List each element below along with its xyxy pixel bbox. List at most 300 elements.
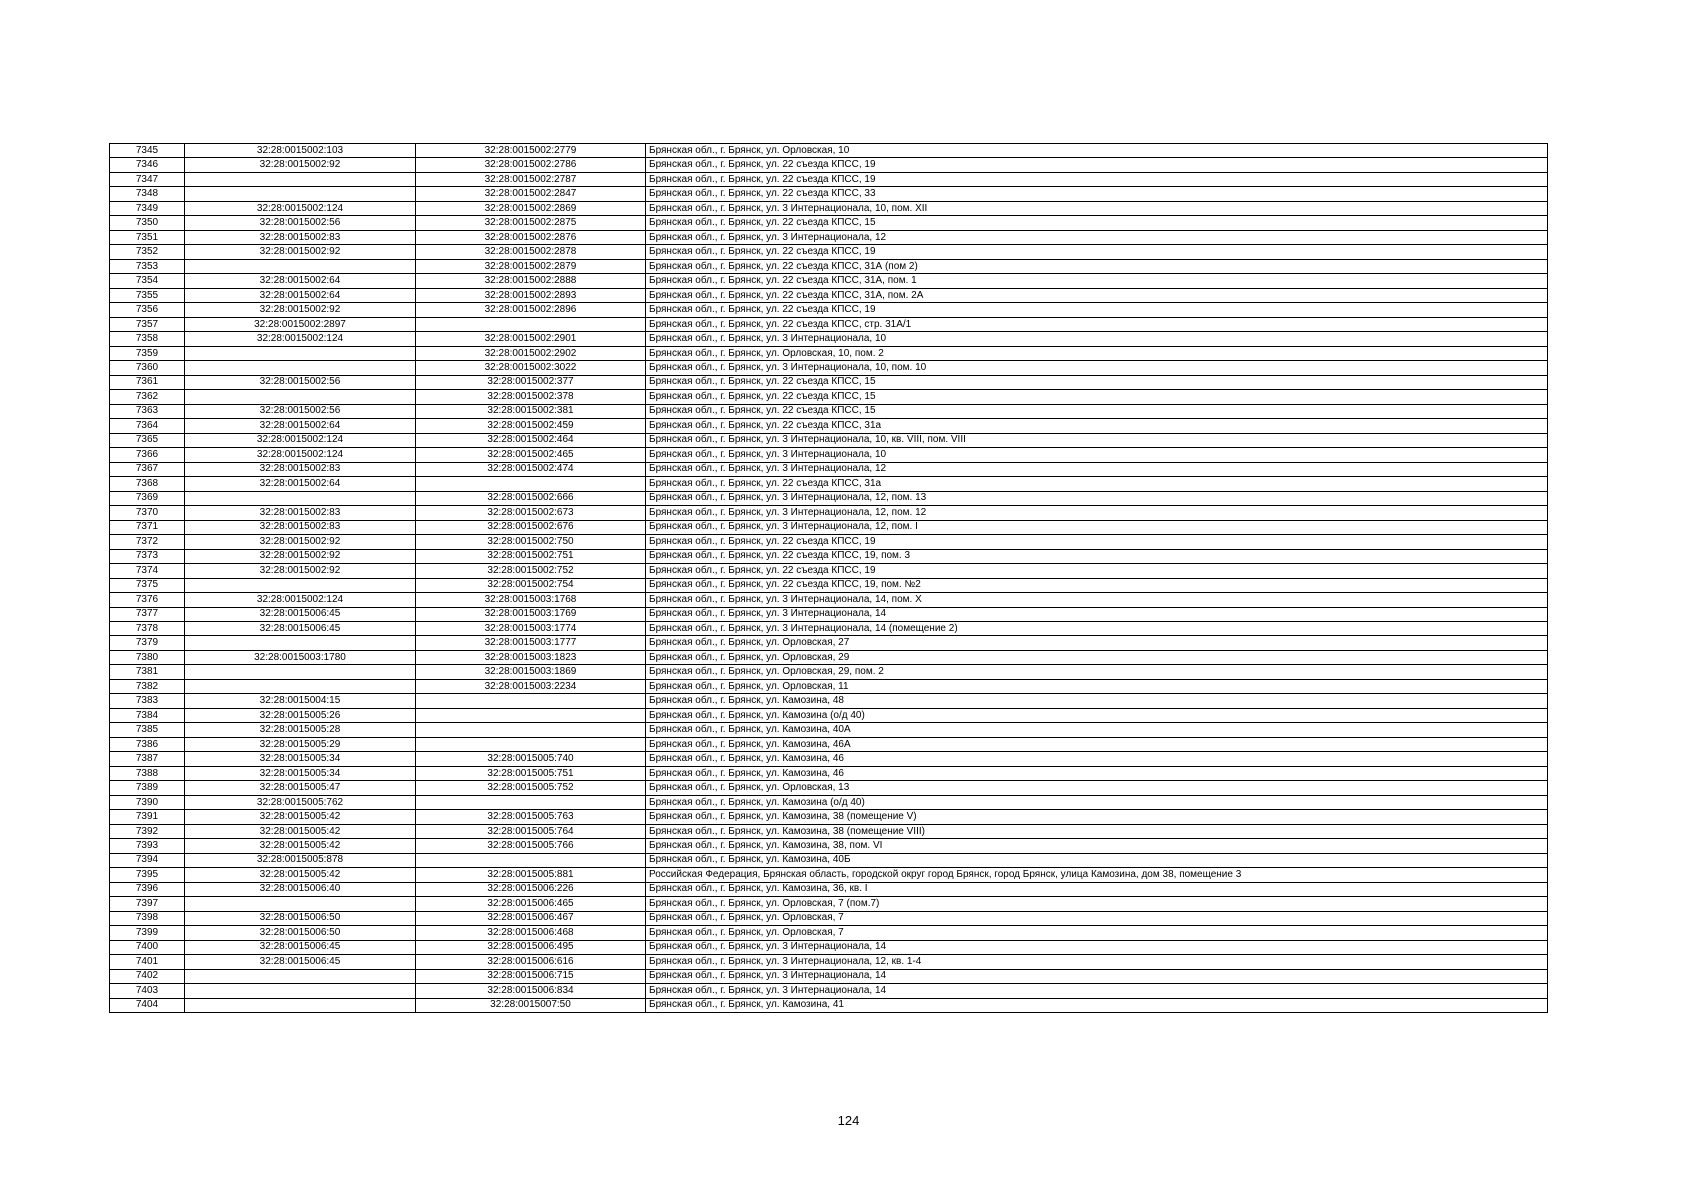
parent-cadastral-cell: 32:28:0015006:45	[185, 940, 416, 954]
table-row	[110, 984, 1548, 998]
parent-cadastral-cell	[185, 665, 416, 679]
table-row	[110, 955, 1548, 969]
row-number-cell: 7358	[110, 332, 185, 346]
object-cadastral-cell: 32:28:0015002:2879	[416, 259, 646, 273]
table-row	[110, 636, 1548, 650]
table-row	[110, 650, 1548, 664]
row-number-cell: 7391	[110, 810, 185, 824]
object-cadastral-cell: 32:28:0015002:465	[416, 448, 646, 462]
parent-cadastral-cell: 32:28:0015002:124	[185, 433, 416, 447]
row-number-cell: 7385	[110, 723, 185, 737]
object-cadastral-cell: 32:28:0015006:226	[416, 882, 646, 896]
address-cell: Брянская обл., г. Брянск, ул. Орловская, 29	[646, 650, 1548, 664]
object-cadastral-cell: 32:28:0015002:381	[416, 404, 646, 418]
table-row	[110, 404, 1548, 418]
address-cell: Брянская обл., г. Брянск, ул. 22 съезда КПСС, 19	[646, 158, 1548, 172]
address-cell: Брянская обл., г. Брянск, ул. 22 съезда КПСС, 31А, пом. 2А	[646, 288, 1548, 302]
table-row	[110, 462, 1548, 476]
parent-cadastral-cell: 32:28:0015002:92	[185, 564, 416, 578]
row-number-cell: 7375	[110, 578, 185, 592]
table-row	[110, 940, 1548, 954]
address-cell: Брянская обл., г. Брянск, ул. Камозина, 38, пом. VI	[646, 839, 1548, 853]
table-row	[110, 245, 1548, 259]
address-cell: Брянская обл., г. Брянск, ул. 3 Интернационала, 14	[646, 984, 1548, 998]
parent-cadastral-cell: 32:28:0015002:64	[185, 419, 416, 433]
address-cell: Брянская обл., г. Брянск, ул. 22 съезда КПСС, 31А, пом. 1	[646, 274, 1548, 288]
address-cell: Брянская обл., г. Брянск, ул. 22 съезда КПСС, 15	[646, 216, 1548, 230]
object-cadastral-cell: 32:28:0015006:467	[416, 911, 646, 925]
table-row	[110, 274, 1548, 288]
row-number-cell: 7392	[110, 824, 185, 838]
object-cadastral-cell: 32:28:0015002:2787	[416, 172, 646, 186]
row-number-cell: 7379	[110, 636, 185, 650]
object-cadastral-cell	[416, 737, 646, 751]
address-cell: Брянская обл., г. Брянск, ул. 3 Интернационала, 14	[646, 969, 1548, 983]
address-cell: Брянская обл., г. Брянск, ул. 22 съезда КПСС, 15	[646, 404, 1548, 418]
object-cadastral-cell: 32:28:0015002:751	[416, 549, 646, 563]
parent-cadastral-cell: 32:28:0015005:47	[185, 781, 416, 795]
table-row	[110, 737, 1548, 751]
address-cell: Брянская обл., г. Брянск, ул. Камозина, 40Б	[646, 853, 1548, 867]
address-cell: Брянская обл., г. Брянск, ул. Камозина, 46А	[646, 737, 1548, 751]
address-cell: Брянская обл., г. Брянск, ул. Орловская, 29, пом. 2	[646, 665, 1548, 679]
object-cadastral-cell: 32:28:0015005:740	[416, 752, 646, 766]
row-number-cell: 7395	[110, 868, 185, 882]
object-cadastral-cell	[416, 477, 646, 491]
parent-cadastral-cell	[185, 984, 416, 998]
table-row	[110, 882, 1548, 896]
table-row	[110, 390, 1548, 404]
row-number-cell: 7360	[110, 361, 185, 375]
table-row	[110, 998, 1548, 1012]
parent-cadastral-cell: 32:28:0015002:124	[185, 593, 416, 607]
parent-cadastral-cell: 32:28:0015004:15	[185, 694, 416, 708]
table-row	[110, 375, 1548, 389]
parent-cadastral-cell	[185, 679, 416, 693]
row-number-cell: 7353	[110, 259, 185, 273]
parent-cadastral-cell	[185, 636, 416, 650]
object-cadastral-cell: 32:28:0015002:378	[416, 390, 646, 404]
object-cadastral-cell: 32:28:0015002:752	[416, 564, 646, 578]
table-row	[110, 824, 1548, 838]
table-row	[110, 810, 1548, 824]
table-row	[110, 564, 1548, 578]
table-row	[110, 361, 1548, 375]
row-number-cell: 7373	[110, 549, 185, 563]
parent-cadastral-cell	[185, 998, 416, 1012]
parent-cadastral-cell: 32:28:0015002:64	[185, 288, 416, 302]
address-cell: Брянская обл., г. Брянск, ул. Камозина, 40А	[646, 723, 1548, 737]
table-row	[110, 607, 1548, 621]
object-cadastral-cell: 32:28:0015005:763	[416, 810, 646, 824]
parent-cadastral-cell	[185, 491, 416, 505]
parent-cadastral-cell: 32:28:0015002:92	[185, 549, 416, 563]
parent-cadastral-cell: 32:28:0015002:83	[185, 506, 416, 520]
row-number-cell: 7351	[110, 230, 185, 244]
row-number-cell: 7381	[110, 665, 185, 679]
row-number-cell: 7399	[110, 926, 185, 940]
table-row	[110, 317, 1548, 331]
object-cadastral-cell: 32:28:0015002:377	[416, 375, 646, 389]
parent-cadastral-cell: 32:28:0015002:124	[185, 332, 416, 346]
object-cadastral-cell: 32:28:0015002:2878	[416, 245, 646, 259]
object-cadastral-cell	[416, 317, 646, 331]
row-number-cell: 7370	[110, 506, 185, 520]
row-number-cell: 7398	[110, 911, 185, 925]
object-cadastral-cell: 32:28:0015005:881	[416, 868, 646, 882]
address-cell: Брянская обл., г. Брянск, ул. 22 съезда КПСС, 19	[646, 303, 1548, 317]
address-cell: Брянская обл., г. Брянск, ул. 22 съезда КПСС, 31А (пом 2)	[646, 259, 1548, 273]
address-cell: Брянская обл., г. Брянск, ул. Орловская, 11	[646, 679, 1548, 693]
table-row	[110, 520, 1548, 534]
row-number-cell: 7377	[110, 607, 185, 621]
parent-cadastral-cell: 32:28:0015002:103	[185, 144, 416, 158]
object-cadastral-cell	[416, 853, 646, 867]
address-cell: Брянская обл., г. Брянск, ул. 3 Интернационала, 12, пом. 12	[646, 506, 1548, 520]
address-cell: Брянская обл., г. Брянск, ул. 3 Интернационала, 10	[646, 332, 1548, 346]
parent-cadastral-cell: 32:28:0015002:92	[185, 245, 416, 259]
object-cadastral-cell: 32:28:0015003:1823	[416, 650, 646, 664]
address-cell: Брянская обл., г. Брянск, ул. Камозина, 38 (помещение VIII)	[646, 824, 1548, 838]
parent-cadastral-cell: 32:28:0015005:34	[185, 752, 416, 766]
parent-cadastral-cell: 32:28:0015003:1780	[185, 650, 416, 664]
address-cell: Брянская обл., г. Брянск, ул. 3 Интернационала, 10, пом. 10	[646, 361, 1548, 375]
address-cell: Брянская обл., г. Брянск, ул. 22 съезда КПСС, 31а	[646, 419, 1548, 433]
address-cell: Брянская обл., г. Брянск, ул. Орловская, 7	[646, 926, 1548, 940]
table-row	[110, 665, 1548, 679]
table-row	[110, 506, 1548, 520]
table-row	[110, 723, 1548, 737]
address-cell: Брянская обл., г. Брянск, ул. Камозина (о/д 40)	[646, 708, 1548, 722]
parent-cadastral-cell: 32:28:0015002:83	[185, 230, 416, 244]
parent-cadastral-cell: 32:28:0015006:40	[185, 882, 416, 896]
row-number-cell: 7359	[110, 346, 185, 360]
table-row	[110, 839, 1548, 853]
address-cell: Брянская обл., г. Брянск, ул. 22 съезда КПСС, 19	[646, 535, 1548, 549]
object-cadastral-cell: 32:28:0015002:673	[416, 506, 646, 520]
parent-cadastral-cell	[185, 897, 416, 911]
parent-cadastral-cell	[185, 578, 416, 592]
row-number-cell: 7363	[110, 404, 185, 418]
row-number-cell: 7369	[110, 491, 185, 505]
row-number-cell: 7397	[110, 897, 185, 911]
parent-cadastral-cell	[185, 969, 416, 983]
object-cadastral-cell: 32:28:0015002:2779	[416, 144, 646, 158]
table-row	[110, 477, 1548, 491]
address-cell: Брянская обл., г. Брянск, ул. 22 съезда КПСС, 33	[646, 187, 1548, 201]
parent-cadastral-cell	[185, 172, 416, 186]
table-row	[110, 332, 1548, 346]
row-number-cell: 7347	[110, 172, 185, 186]
parent-cadastral-cell: 32:28:0015002:92	[185, 158, 416, 172]
parent-cadastral-cell: 32:28:0015005:26	[185, 708, 416, 722]
table-row	[110, 853, 1548, 867]
table-row	[110, 578, 1548, 592]
object-cadastral-cell: 32:28:0015006:715	[416, 969, 646, 983]
parent-cadastral-cell: 32:28:0015005:34	[185, 766, 416, 780]
address-cell: Брянская обл., г. Брянск, ул. 3 Интернационала, 14 (помещение 2)	[646, 621, 1548, 635]
table-row	[110, 259, 1548, 273]
object-cadastral-cell: 32:28:0015005:751	[416, 766, 646, 780]
table-row	[110, 158, 1548, 172]
parent-cadastral-cell	[185, 259, 416, 273]
table-row	[110, 172, 1548, 186]
address-cell: Брянская обл., г. Брянск, ул. Орловская, 13	[646, 781, 1548, 795]
table-row	[110, 911, 1548, 925]
parent-cadastral-cell	[185, 187, 416, 201]
parent-cadastral-cell: 32:28:0015005:42	[185, 868, 416, 882]
parent-cadastral-cell: 32:28:0015002:56	[185, 216, 416, 230]
row-number-cell: 7389	[110, 781, 185, 795]
object-cadastral-cell: 32:28:0015006:468	[416, 926, 646, 940]
row-number-cell: 7354	[110, 274, 185, 288]
object-cadastral-cell	[416, 694, 646, 708]
object-cadastral-cell: 32:28:0015005:766	[416, 839, 646, 853]
address-cell: Брянская обл., г. Брянск, ул. 22 съезда КПСС, 31а	[646, 477, 1548, 491]
object-cadastral-cell: 32:28:0015002:459	[416, 419, 646, 433]
parent-cadastral-cell: 32:28:0015002:64	[185, 477, 416, 491]
address-cell: Брянская обл., г. Брянск, ул. Камозина, 41	[646, 998, 1548, 1012]
table-row	[110, 621, 1548, 635]
table-row	[110, 288, 1548, 302]
object-cadastral-cell: 32:28:0015002:754	[416, 578, 646, 592]
row-number-cell: 7401	[110, 955, 185, 969]
address-cell: Брянская обл., г. Брянск, ул. Камозина, 46	[646, 766, 1548, 780]
object-cadastral-cell: 32:28:0015002:2876	[416, 230, 646, 244]
address-cell: Брянская обл., г. Брянск, ул. 22 съезда КПСС, 19	[646, 564, 1548, 578]
table-row	[110, 694, 1548, 708]
address-cell: Российская Федерация, Брянская область, городской округ город Брянск, город Брянск, улица Камозина, дом 38, помещение 3	[646, 868, 1548, 882]
table-row	[110, 201, 1548, 215]
parent-cadastral-cell: 32:28:0015006:50	[185, 926, 416, 940]
object-cadastral-cell	[416, 708, 646, 722]
address-cell: Брянская обл., г. Брянск, ул. Камозина, 48	[646, 694, 1548, 708]
table-row	[110, 593, 1548, 607]
object-cadastral-cell: 32:28:0015002:2888	[416, 274, 646, 288]
address-cell: Брянская обл., г. Брянск, ул. 3 Интернационала, 14	[646, 940, 1548, 954]
object-cadastral-cell: 32:28:0015006:834	[416, 984, 646, 998]
address-cell: Брянская обл., г. Брянск, ул. 22 съезда КПСС, 19, пом. №2	[646, 578, 1548, 592]
row-number-cell: 7394	[110, 853, 185, 867]
parent-cadastral-cell: 32:28:0015002:92	[185, 303, 416, 317]
object-cadastral-cell: 32:28:0015002:3022	[416, 361, 646, 375]
object-cadastral-cell: 32:28:0015003:2234	[416, 679, 646, 693]
object-cadastral-cell: 32:28:0015002:464	[416, 433, 646, 447]
row-number-cell: 7378	[110, 621, 185, 635]
row-number-cell: 7380	[110, 650, 185, 664]
object-cadastral-cell: 32:28:0015005:752	[416, 781, 646, 795]
address-cell: Брянская обл., г. Брянск, ул. Камозина, 38 (помещение V)	[646, 810, 1548, 824]
row-number-cell: 7364	[110, 419, 185, 433]
object-cadastral-cell: 32:28:0015003:1777	[416, 636, 646, 650]
object-cadastral-cell: 32:28:0015002:676	[416, 520, 646, 534]
row-number-cell: 7345	[110, 144, 185, 158]
parent-cadastral-cell: 32:28:0015002:2897	[185, 317, 416, 331]
address-cell: Брянская обл., г. Брянск, ул. Орловская, 7	[646, 911, 1548, 925]
table-row	[110, 969, 1548, 983]
table-row	[110, 419, 1548, 433]
row-number-cell: 7393	[110, 839, 185, 853]
row-number-cell: 7355	[110, 288, 185, 302]
parent-cadastral-cell: 32:28:0015006:50	[185, 911, 416, 925]
address-cell: Брянская обл., г. Брянск, ул. 3 Интернационала, 12	[646, 462, 1548, 476]
table-row	[110, 303, 1548, 317]
address-cell: Брянская обл., г. Брянск, ул. 22 съезда КПСС, 19	[646, 172, 1548, 186]
address-cell: Брянская обл., г. Брянск, ул. 3 Интернационала, 14	[646, 607, 1548, 621]
row-number-cell: 7386	[110, 737, 185, 751]
object-cadastral-cell: 32:28:0015002:2875	[416, 216, 646, 230]
parent-cadastral-cell: 32:28:0015006:45	[185, 955, 416, 969]
address-cell: Брянская обл., г. Брянск, ул. Орловская, 10, пом. 2	[646, 346, 1548, 360]
table-row	[110, 535, 1548, 549]
object-cadastral-cell: 32:28:0015002:2902	[416, 346, 646, 360]
parent-cadastral-cell: 32:28:0015005:42	[185, 824, 416, 838]
row-number-cell: 7372	[110, 535, 185, 549]
object-cadastral-cell: 32:28:0015002:666	[416, 491, 646, 505]
table-row	[110, 230, 1548, 244]
row-number-cell: 7402	[110, 969, 185, 983]
row-number-cell: 7400	[110, 940, 185, 954]
table-row	[110, 708, 1548, 722]
table-row	[110, 679, 1548, 693]
row-number-cell: 7376	[110, 593, 185, 607]
row-number-cell: 7371	[110, 520, 185, 534]
table-row	[110, 549, 1548, 563]
row-number-cell: 7348	[110, 187, 185, 201]
object-cadastral-cell: 32:28:0015002:2901	[416, 332, 646, 346]
row-number-cell: 7388	[110, 766, 185, 780]
object-cadastral-cell: 32:28:0015006:495	[416, 940, 646, 954]
row-number-cell: 7362	[110, 390, 185, 404]
parent-cadastral-cell: 32:28:0015005:28	[185, 723, 416, 737]
row-number-cell: 7374	[110, 564, 185, 578]
table-row	[110, 346, 1548, 360]
parent-cadastral-cell: 32:28:0015005:29	[185, 737, 416, 751]
address-cell: Брянская обл., г. Брянск, ул. 22 съезда КПСС, 15	[646, 390, 1548, 404]
row-number-cell: 7383	[110, 694, 185, 708]
row-number-cell: 7346	[110, 158, 185, 172]
row-number-cell: 7382	[110, 679, 185, 693]
row-number-cell: 7390	[110, 795, 185, 809]
row-number-cell: 7384	[110, 708, 185, 722]
row-number-cell: 7366	[110, 448, 185, 462]
parent-cadastral-cell: 32:28:0015005:878	[185, 853, 416, 867]
object-cadastral-cell: 32:28:0015002:750	[416, 535, 646, 549]
row-number-cell: 7361	[110, 375, 185, 389]
address-cell: Брянская обл., г. Брянск, ул. 3 Интернационала, 12, кв. 1-4	[646, 955, 1548, 969]
object-cadastral-cell: 32:28:0015006:465	[416, 897, 646, 911]
object-cadastral-cell: 32:28:0015002:2847	[416, 187, 646, 201]
table-row	[110, 781, 1548, 795]
address-cell: Брянская обл., г. Брянск, ул. 3 Интернационала, 10	[646, 448, 1548, 462]
row-number-cell: 7404	[110, 998, 185, 1012]
object-cadastral-cell: 32:28:0015005:764	[416, 824, 646, 838]
table-row	[110, 766, 1548, 780]
parent-cadastral-cell: 32:28:0015002:56	[185, 375, 416, 389]
parent-cadastral-cell: 32:28:0015006:45	[185, 621, 416, 635]
table-row	[110, 491, 1548, 505]
parent-cadastral-cell: 32:28:0015006:45	[185, 607, 416, 621]
parent-cadastral-cell	[185, 346, 416, 360]
parent-cadastral-cell: 32:28:0015002:83	[185, 462, 416, 476]
object-cadastral-cell: 32:28:0015003:1768	[416, 593, 646, 607]
row-number-cell: 7356	[110, 303, 185, 317]
object-cadastral-cell: 32:28:0015003:1869	[416, 665, 646, 679]
table-row	[110, 187, 1548, 201]
parent-cadastral-cell	[185, 390, 416, 404]
object-cadastral-cell: 32:28:0015002:474	[416, 462, 646, 476]
object-cadastral-cell: 32:28:0015006:616	[416, 955, 646, 969]
address-cell: Брянская обл., г. Брянск, ул. 3 Интернационала, 12	[646, 230, 1548, 244]
object-cadastral-cell: 32:28:0015002:2786	[416, 158, 646, 172]
parent-cadastral-cell: 32:28:0015002:83	[185, 520, 416, 534]
row-number-cell: 7396	[110, 882, 185, 896]
object-cadastral-cell: 32:28:0015003:1774	[416, 621, 646, 635]
row-number-cell: 7368	[110, 477, 185, 491]
object-cadastral-cell: 32:28:0015002:2896	[416, 303, 646, 317]
address-cell: Брянская обл., г. Брянск, ул. 22 съезда КПСС, 19	[646, 245, 1548, 259]
table-row	[110, 144, 1548, 158]
object-cadastral-cell: 32:28:0015003:1769	[416, 607, 646, 621]
row-number-cell: 7367	[110, 462, 185, 476]
address-cell: Брянская обл., г. Брянск, ул. 3 Интернационала, 14, пом. X	[646, 593, 1548, 607]
parent-cadastral-cell: 32:28:0015005:762	[185, 795, 416, 809]
address-cell: Брянская обл., г. Брянск, ул. 3 Интернационала, 12, пом. 13	[646, 491, 1548, 505]
address-cell: Брянская обл., г. Брянск, ул. Камозина, 46	[646, 752, 1548, 766]
table-row	[110, 448, 1548, 462]
parent-cadastral-cell: 32:28:0015002:64	[185, 274, 416, 288]
table-row	[110, 216, 1548, 230]
address-cell: Брянская обл., г. Брянск, ул. 3 Интернационала, 12, пом. I	[646, 520, 1548, 534]
row-number-cell: 7350	[110, 216, 185, 230]
row-number-cell: 7349	[110, 201, 185, 215]
table-row	[110, 752, 1548, 766]
object-cadastral-cell: 32:28:0015007:50	[416, 998, 646, 1012]
table-row	[110, 926, 1548, 940]
table-row	[110, 795, 1548, 809]
object-cadastral-cell	[416, 723, 646, 737]
address-cell: Брянская обл., г. Брянск, ул. 3 Интернационала, 10, кв. VIII, пом. VIII	[646, 433, 1548, 447]
object-cadastral-cell: 32:28:0015002:2893	[416, 288, 646, 302]
parent-cadastral-cell: 32:28:0015005:42	[185, 810, 416, 824]
address-cell: Брянская обл., г. Брянск, ул. 22 съезда КПСС, стр. 31А/1	[646, 317, 1548, 331]
address-cell: Брянская обл., г. Брянск, ул. 3 Интернационала, 10, пом. XII	[646, 201, 1548, 215]
address-cell: Брянская обл., г. Брянск, ул. 22 съезда КПСС, 19, пом. 3	[646, 549, 1548, 563]
row-number-cell: 7352	[110, 245, 185, 259]
address-cell: Брянская обл., г. Брянск, ул. 22 съезда КПСС, 15	[646, 375, 1548, 389]
parent-cadastral-cell: 32:28:0015005:42	[185, 839, 416, 853]
address-cell: Брянская обл., г. Брянск, ул. Орловская, 10	[646, 144, 1548, 158]
row-number-cell: 7365	[110, 433, 185, 447]
address-cell: Брянская обл., г. Брянск, ул. Камозина, 36, кв. I	[646, 882, 1548, 896]
address-cell: Брянская обл., г. Брянск, ул. Орловская, 27	[646, 636, 1548, 650]
address-cell: Брянская обл., г. Брянск, ул. Камозина (о/д 40)	[646, 795, 1548, 809]
parent-cadastral-cell: 32:28:0015002:56	[185, 404, 416, 418]
registry-table	[109, 143, 1548, 1013]
parent-cadastral-cell	[185, 361, 416, 375]
parent-cadastral-cell: 32:28:0015002:92	[185, 535, 416, 549]
table-row	[110, 868, 1548, 882]
table-row	[110, 433, 1548, 447]
parent-cadastral-cell: 32:28:0015002:124	[185, 201, 416, 215]
address-cell: Брянская обл., г. Брянск, ул. Орловская, 7 (пом.7)	[646, 897, 1548, 911]
object-cadastral-cell: 32:28:0015002:2869	[416, 201, 646, 215]
row-number-cell: 7357	[110, 317, 185, 331]
row-number-cell: 7387	[110, 752, 185, 766]
registry-body	[110, 144, 1548, 1013]
table-row	[110, 897, 1548, 911]
object-cadastral-cell	[416, 795, 646, 809]
